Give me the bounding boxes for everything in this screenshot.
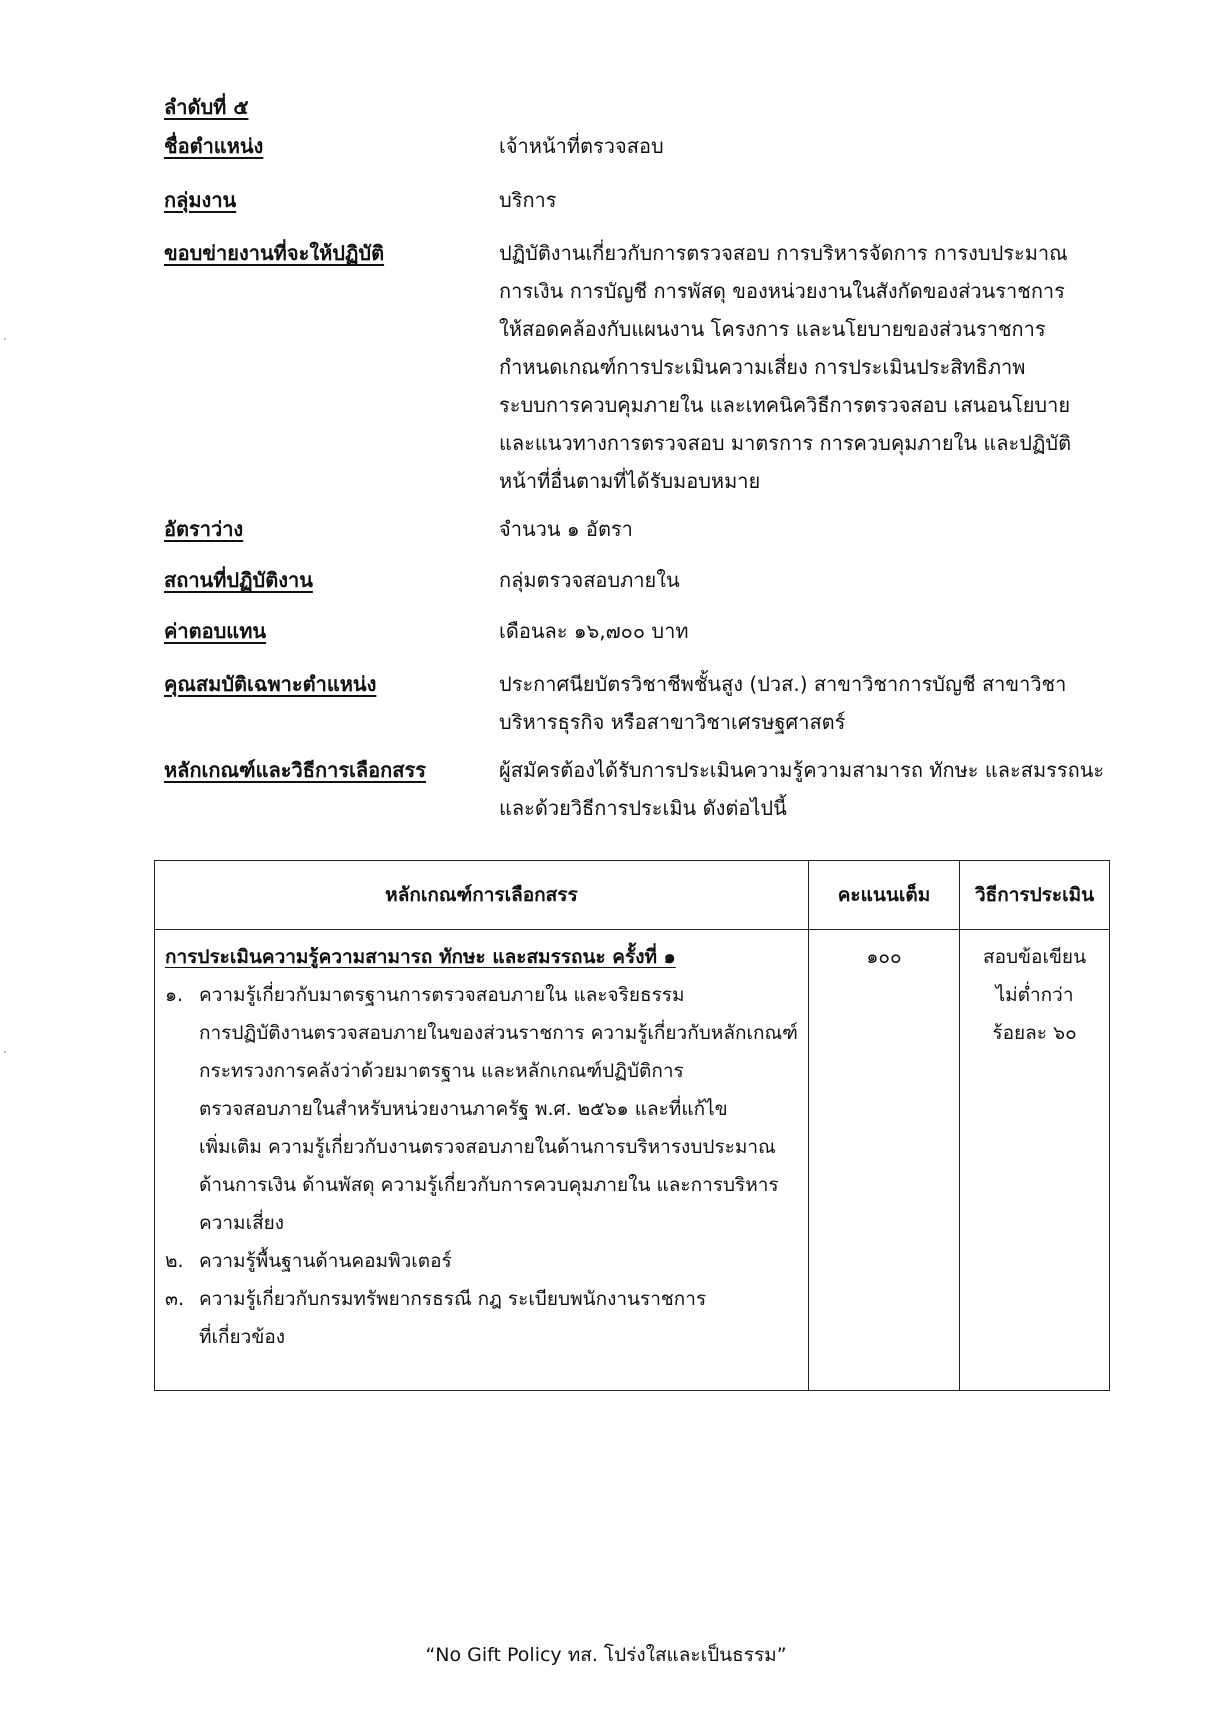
criteria-item bbox=[165, 1242, 798, 1280]
field-label: หลักเกณฑ์และวิธีการเลือกสรร bbox=[164, 758, 426, 782]
field-qualifications bbox=[164, 665, 1104, 741]
field-value-line: ปฏิบัติงานเกี่ยวกับการตรวจสอบ การบริหารจัดการ การงบประมาณ bbox=[499, 241, 1068, 265]
item-line: ความเสี่ยง bbox=[199, 1212, 285, 1234]
item-text bbox=[199, 1280, 706, 1356]
field-value bbox=[499, 181, 1104, 219]
field-value-line: ประกาศนียบัตรวิชาชีพชั้นสูง (ปวส.) สาขาวิชาการบัญชี สาขาวิชา bbox=[499, 672, 1067, 696]
method-line: ไม่ต่ำกว่า bbox=[995, 984, 1074, 1006]
field-value bbox=[499, 561, 1104, 599]
item-line: การปฏิบัติงานตรวจสอบภายในของส่วนราชการ ความรู้เกี่ยวกับหลักเกณฑ์ bbox=[199, 1022, 798, 1044]
item-line: ความรู้เกี่ยวกับมาตรฐานการตรวจสอบภายใน และจริยธรรม bbox=[199, 984, 685, 1006]
field-value-line: บริหารธุรกิจ หรือสาขาวิชาเศรษฐศาสตร์ bbox=[499, 710, 846, 734]
field-value-line: ให้สอดคล้องกับแผนงาน โครงการ และนโยบายของส่วนราชการ bbox=[499, 317, 1046, 341]
field-value-line: กลุ่มตรวจสอบภายใน bbox=[499, 568, 680, 592]
field-work-group bbox=[164, 181, 1104, 219]
field-label: อัตราว่าง bbox=[164, 517, 244, 541]
field-value-line: การเงิน การบัญชี การพัสดุ ของหน่วยงานในสังกัดของส่วนราชการ bbox=[499, 279, 1065, 303]
field-label: ชื่อตำแหน่ง bbox=[164, 134, 264, 158]
field-position-name bbox=[164, 127, 1104, 165]
field-label: กลุ่มงาน bbox=[164, 188, 237, 212]
field-value-line: และแนวทางการตรวจสอบ มาตรการ การควบคุมภายใน และปฏิบัติ bbox=[499, 431, 1072, 455]
field-value-line: หน้าที่อื่นตามที่ได้รับมอบหมาย bbox=[499, 469, 761, 493]
field-value bbox=[499, 665, 1104, 741]
field-value-line: บริการ bbox=[499, 188, 557, 212]
item-line: ความรู้เกี่ยวกับกรมทรัพยากรธรณี กฎ ระเบียบพนักงานราชการ bbox=[199, 1288, 707, 1310]
scan-mark bbox=[4, 338, 6, 340]
table-row bbox=[155, 930, 1110, 1391]
criteria-section-title: การประเมินความรู้ความสามารถ ทักษะ และสมรรถนะ ครั้งที่ ๑ bbox=[165, 946, 676, 968]
field-value bbox=[499, 127, 1104, 165]
field-value bbox=[499, 510, 1104, 548]
item-text bbox=[199, 976, 798, 1242]
field-value-line: ระบบการควบคุมภายใน และเทคนิควิธีการตรวจสอบ เสนอนโยบาย bbox=[499, 393, 1071, 417]
field-label: ขอบข่ายงานที่จะให้ปฏิบัติ bbox=[164, 241, 385, 265]
item-text bbox=[199, 1242, 452, 1280]
field-label: สถานที่ปฏิบัติงาน bbox=[164, 568, 313, 592]
field-label: คุณสมบัติเฉพาะตำแหน่ง bbox=[164, 672, 377, 696]
selection-criteria-table bbox=[154, 860, 1110, 1391]
field-value-line: กำหนดเกณฑ์การประเมินความเสี่ยง การประเมินประสิทธิภาพ bbox=[499, 355, 1026, 379]
table-header-row bbox=[155, 861, 1110, 930]
full-score-cell bbox=[808, 930, 959, 1391]
criteria-item bbox=[165, 1280, 798, 1356]
item-line: ตรวจสอบภายในสำหรับหน่วยงานภาครัฐ พ.ศ. ๒๕๖๑ และที่แก้ไข bbox=[199, 1098, 728, 1120]
method-line: สอบข้อเขียน bbox=[982, 946, 1087, 968]
field-label: ค่าตอบแทน bbox=[164, 619, 267, 643]
full-score-value: ๑๐๐ bbox=[866, 946, 902, 968]
footer-slogan: “No Gift Policy ทส. โปร่งใสและเป็นธรรม” bbox=[425, 1644, 787, 1666]
criteria-cell bbox=[155, 930, 809, 1391]
field-scope-of-work bbox=[164, 234, 1104, 500]
field-value bbox=[499, 234, 1104, 500]
scan-mark bbox=[4, 1051, 6, 1053]
item-line: กระทรวงการคลังว่าด้วยมาตรฐาน และหลักเกณฑ์ปฏิบัติการ bbox=[199, 1060, 684, 1082]
field-value bbox=[499, 751, 1104, 827]
field-value-line: และด้วยวิธีการประเมิน ดังต่อไปนี้ bbox=[499, 796, 787, 820]
field-selection-criteria bbox=[164, 751, 1104, 827]
header-assessment-method: วิธีการประเมิน bbox=[960, 861, 1110, 930]
assessment-method-cell bbox=[960, 930, 1110, 1391]
field-value-line: ผู้สมัครต้องได้รับการประเมินความรู้ความสามารถ ทักษะ และสมรรถนะ bbox=[499, 758, 1105, 782]
item-number: ๓. bbox=[165, 1288, 185, 1310]
field-workplace bbox=[164, 561, 1104, 599]
field-value-line: เดือนละ ๑๖,๗๐๐ บาท bbox=[499, 619, 689, 643]
item-line: ด้านการเงิน ด้านพัสดุ ความรู้เกี่ยวกับการควบคุมภายใน และการบริหาร bbox=[199, 1174, 779, 1196]
field-value-line: เจ้าหน้าที่ตรวจสอบ bbox=[499, 134, 664, 158]
field-vacancy bbox=[164, 510, 1104, 548]
method-line: ร้อยละ ๖๐ bbox=[992, 1022, 1077, 1044]
criteria-item bbox=[165, 976, 798, 1242]
item-number: ๑. bbox=[165, 984, 184, 1006]
item-line: ความรู้พื้นฐานด้านคอมพิวเตอร์ bbox=[199, 1250, 452, 1272]
field-compensation bbox=[164, 612, 1104, 650]
header-criteria: หลักเกณฑ์การเลือกสรร bbox=[155, 861, 809, 930]
field-value bbox=[499, 612, 1104, 650]
sequence-number: ลำดับที่ ๕ bbox=[164, 95, 249, 119]
header-full-score: คะแนนเต็ม bbox=[808, 861, 959, 930]
item-number: ๒. bbox=[165, 1250, 184, 1272]
field-value-line: จำนวน ๑ อัตรา bbox=[499, 517, 633, 541]
item-line: เพิ่มเติม ความรู้เกี่ยวกับงานตรวจสอบภายในด้านการบริหารงบประมาณ bbox=[199, 1136, 776, 1158]
item-line: ที่เกี่ยวข้อง bbox=[199, 1326, 286, 1348]
